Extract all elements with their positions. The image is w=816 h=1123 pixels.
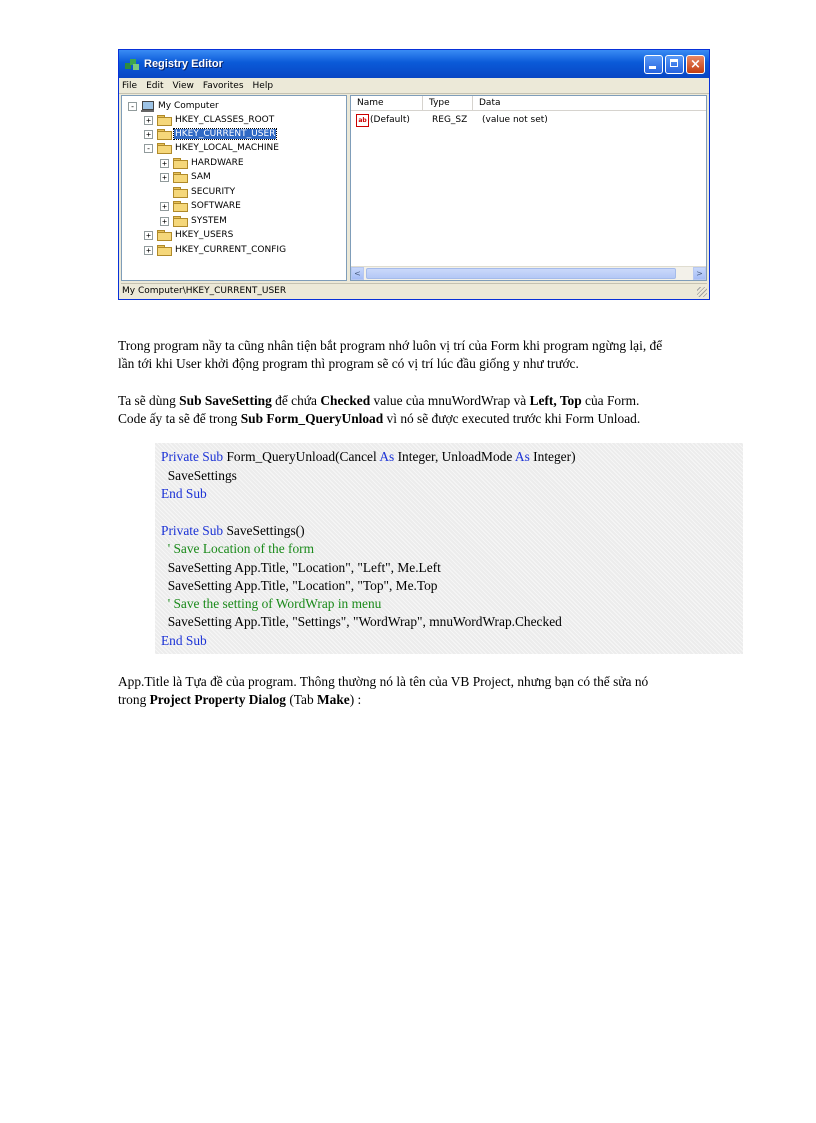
expand-icon[interactable]: + <box>144 231 153 240</box>
expand-icon[interactable]: + <box>144 130 153 139</box>
text-run: trong <box>118 692 150 707</box>
collapse-icon[interactable]: - <box>128 102 137 111</box>
values-list[interactable] <box>350 95 707 281</box>
code-line: SaveSetting App.Title, "Location", "Left", Me.Left <box>161 560 441 575</box>
code-text: Integer) <box>529 449 576 464</box>
menu-view[interactable]: View <box>172 80 194 91</box>
text-run: (Tab <box>285 692 318 707</box>
tree-node-label: HKEY_CURRENT_CONFIG <box>175 245 287 255</box>
title-bar[interactable] <box>119 50 709 78</box>
text-run: để chứa <box>271 393 321 408</box>
folder-icon <box>173 187 187 197</box>
tree-node-label: SAM <box>191 172 211 182</box>
tree-node-hkey-current-config[interactable] <box>144 243 287 257</box>
tree-node-label: HARDWARE <box>191 158 244 168</box>
value-name: (Default) <box>370 115 410 125</box>
scroll-left-icon[interactable]: < <box>351 267 364 280</box>
list-item[interactable] <box>351 113 706 127</box>
paragraph-app-title <box>118 673 738 709</box>
folder-icon <box>157 115 171 125</box>
scroll-thumb[interactable] <box>366 268 676 279</box>
code-line <box>161 522 305 540</box>
text-run: ) : <box>349 692 362 707</box>
tree-node-label: HKEY_USERS <box>175 230 234 240</box>
code-line <box>161 448 576 466</box>
registry-editor-window <box>118 49 710 300</box>
code-comment: ' Save Location of the form <box>161 541 315 556</box>
expand-icon[interactable]: + <box>160 173 169 182</box>
bold-run: Project Property Dialog <box>149 692 286 707</box>
minimize-icon <box>649 66 656 69</box>
list-header <box>351 96 706 111</box>
expand-icon[interactable]: + <box>160 159 169 168</box>
code-line: End Sub <box>161 633 207 648</box>
folder-icon <box>157 245 171 255</box>
window-title: Registry Editor <box>144 58 223 70</box>
expand-icon[interactable]: + <box>160 217 169 226</box>
menu-file[interactable]: File <box>122 80 138 91</box>
paragraph-line: lần tới khi User khởi động program thì program sẽ có vị trí lúc đầu giống y như trước. <box>118 356 579 371</box>
code-text: SaveSettings() <box>223 523 305 538</box>
tree-node-system[interactable] <box>160 214 228 228</box>
tree-node-hkey-users[interactable] <box>144 228 234 242</box>
text-run: App.Title là Tựa đề của program. Thông thường nó là tên của VB Project, nhưng bạn có thể sửa nó <box>118 674 649 689</box>
folder-icon <box>173 201 187 211</box>
folder-icon <box>173 172 187 182</box>
tree-node-label-selected: HKEY_CURRENT_USER <box>175 129 276 139</box>
tree-spacer <box>160 188 169 197</box>
maximize-icon <box>670 59 678 67</box>
code-keyword: Private Sub <box>161 449 224 464</box>
bold-run: Sub SaveSetting <box>179 393 272 408</box>
tree-node-hkey-local-machine[interactable] <box>144 141 280 155</box>
code-comment: ' Save the setting of WordWrap in menu <box>161 596 382 611</box>
minimize-button[interactable] <box>644 55 663 74</box>
value-data: (value not set) <box>482 115 548 125</box>
tree-node-label: My Computer <box>158 101 219 111</box>
tree-node-hkey-current-user[interactable] <box>144 127 276 141</box>
folder-icon <box>157 230 171 240</box>
folder-icon <box>173 216 187 226</box>
tree-node-label: SOFTWARE <box>191 201 241 211</box>
tree-node-hardware[interactable] <box>160 156 245 170</box>
text-run: Code ấy ta sẽ để trong <box>118 411 241 426</box>
column-header-name[interactable]: Name <box>351 96 423 110</box>
tree-node-label: SECURITY <box>191 187 236 197</box>
text-run: vì nó sẽ được executed trước khi Form Unload. <box>383 411 641 426</box>
collapse-icon[interactable]: - <box>144 144 153 153</box>
menu-help[interactable]: Help <box>252 80 274 91</box>
string-value-icon: ab <box>356 114 369 127</box>
open-folder-icon <box>157 143 171 153</box>
bold-run: Make <box>317 692 350 707</box>
open-folder-icon <box>157 129 171 139</box>
bold-run: Checked <box>320 393 371 408</box>
menu-favorites[interactable]: Favorites <box>202 80 244 91</box>
code-line: SaveSetting App.Title, "Settings", "WordWrap", mnuWordWrap.Checked <box>161 614 562 629</box>
code-line: SaveSetting App.Title, "Location", "Top", Me.Top <box>161 578 438 593</box>
close-icon: × <box>690 57 701 72</box>
maximize-button[interactable] <box>665 55 684 74</box>
tree-node-software[interactable] <box>160 199 242 213</box>
close-button[interactable] <box>686 55 705 74</box>
expand-icon[interactable]: + <box>144 246 153 255</box>
expand-icon[interactable]: + <box>144 116 153 125</box>
column-header-type[interactable]: Type <box>423 96 473 110</box>
paragraph-line: Trong program nầy ta cũng nhân tiện bắt program nhớ luôn vị trí của Form khi program ngừng lại, để <box>118 338 663 353</box>
registry-icon <box>125 57 139 71</box>
status-bar: My Computer\HKEY_CURRENT_USER <box>121 283 707 297</box>
code-keyword: As <box>379 449 395 464</box>
tree-node-label: HKEY_CLASSES_ROOT <box>175 115 275 125</box>
tree-node-label: HKEY_LOCAL_MACHINE <box>175 143 279 153</box>
scroll-track[interactable] <box>364 267 693 280</box>
paragraph-intro <box>118 337 738 373</box>
folder-icon <box>173 158 187 168</box>
scroll-right-icon[interactable]: > <box>693 267 706 280</box>
code-text: Form_QueryUnload(Cancel <box>223 449 380 464</box>
text-run: value của mnuWordWrap và <box>370 393 530 408</box>
code-keyword: Private Sub <box>161 523 224 538</box>
code-keyword: As <box>514 449 530 464</box>
code-text: Integer, UnloadMode <box>394 449 515 464</box>
paragraph-savesetting <box>118 392 738 428</box>
tree-node-my-computer[interactable] <box>128 99 220 113</box>
text-run: Ta sẽ dùng <box>118 393 180 408</box>
menu-bar <box>119 78 709 94</box>
tree-node-label: SYSTEM <box>191 216 227 226</box>
tree-node-sam[interactable] <box>160 170 212 184</box>
resize-grip-icon[interactable] <box>697 287 707 297</box>
horizontal-scrollbar[interactable] <box>351 266 706 280</box>
menu-edit[interactable]: Edit <box>146 80 164 91</box>
bold-run: Left, Top <box>529 393 582 408</box>
code-block <box>155 443 743 654</box>
code-line: End Sub <box>161 486 207 501</box>
code-line: SaveSettings <box>161 468 237 483</box>
computer-icon <box>141 101 154 112</box>
column-header-data[interactable]: Data <box>479 98 501 108</box>
tree-node-security[interactable] <box>160 185 236 199</box>
tree-node-hkey-classes-root[interactable] <box>144 113 275 127</box>
text-run: của Form. <box>581 393 640 408</box>
bold-run: Sub Form_QueryUnload <box>240 411 384 426</box>
expand-icon[interactable]: + <box>160 202 169 211</box>
registry-tree[interactable] <box>121 95 347 281</box>
value-type: REG_SZ <box>432 115 468 125</box>
